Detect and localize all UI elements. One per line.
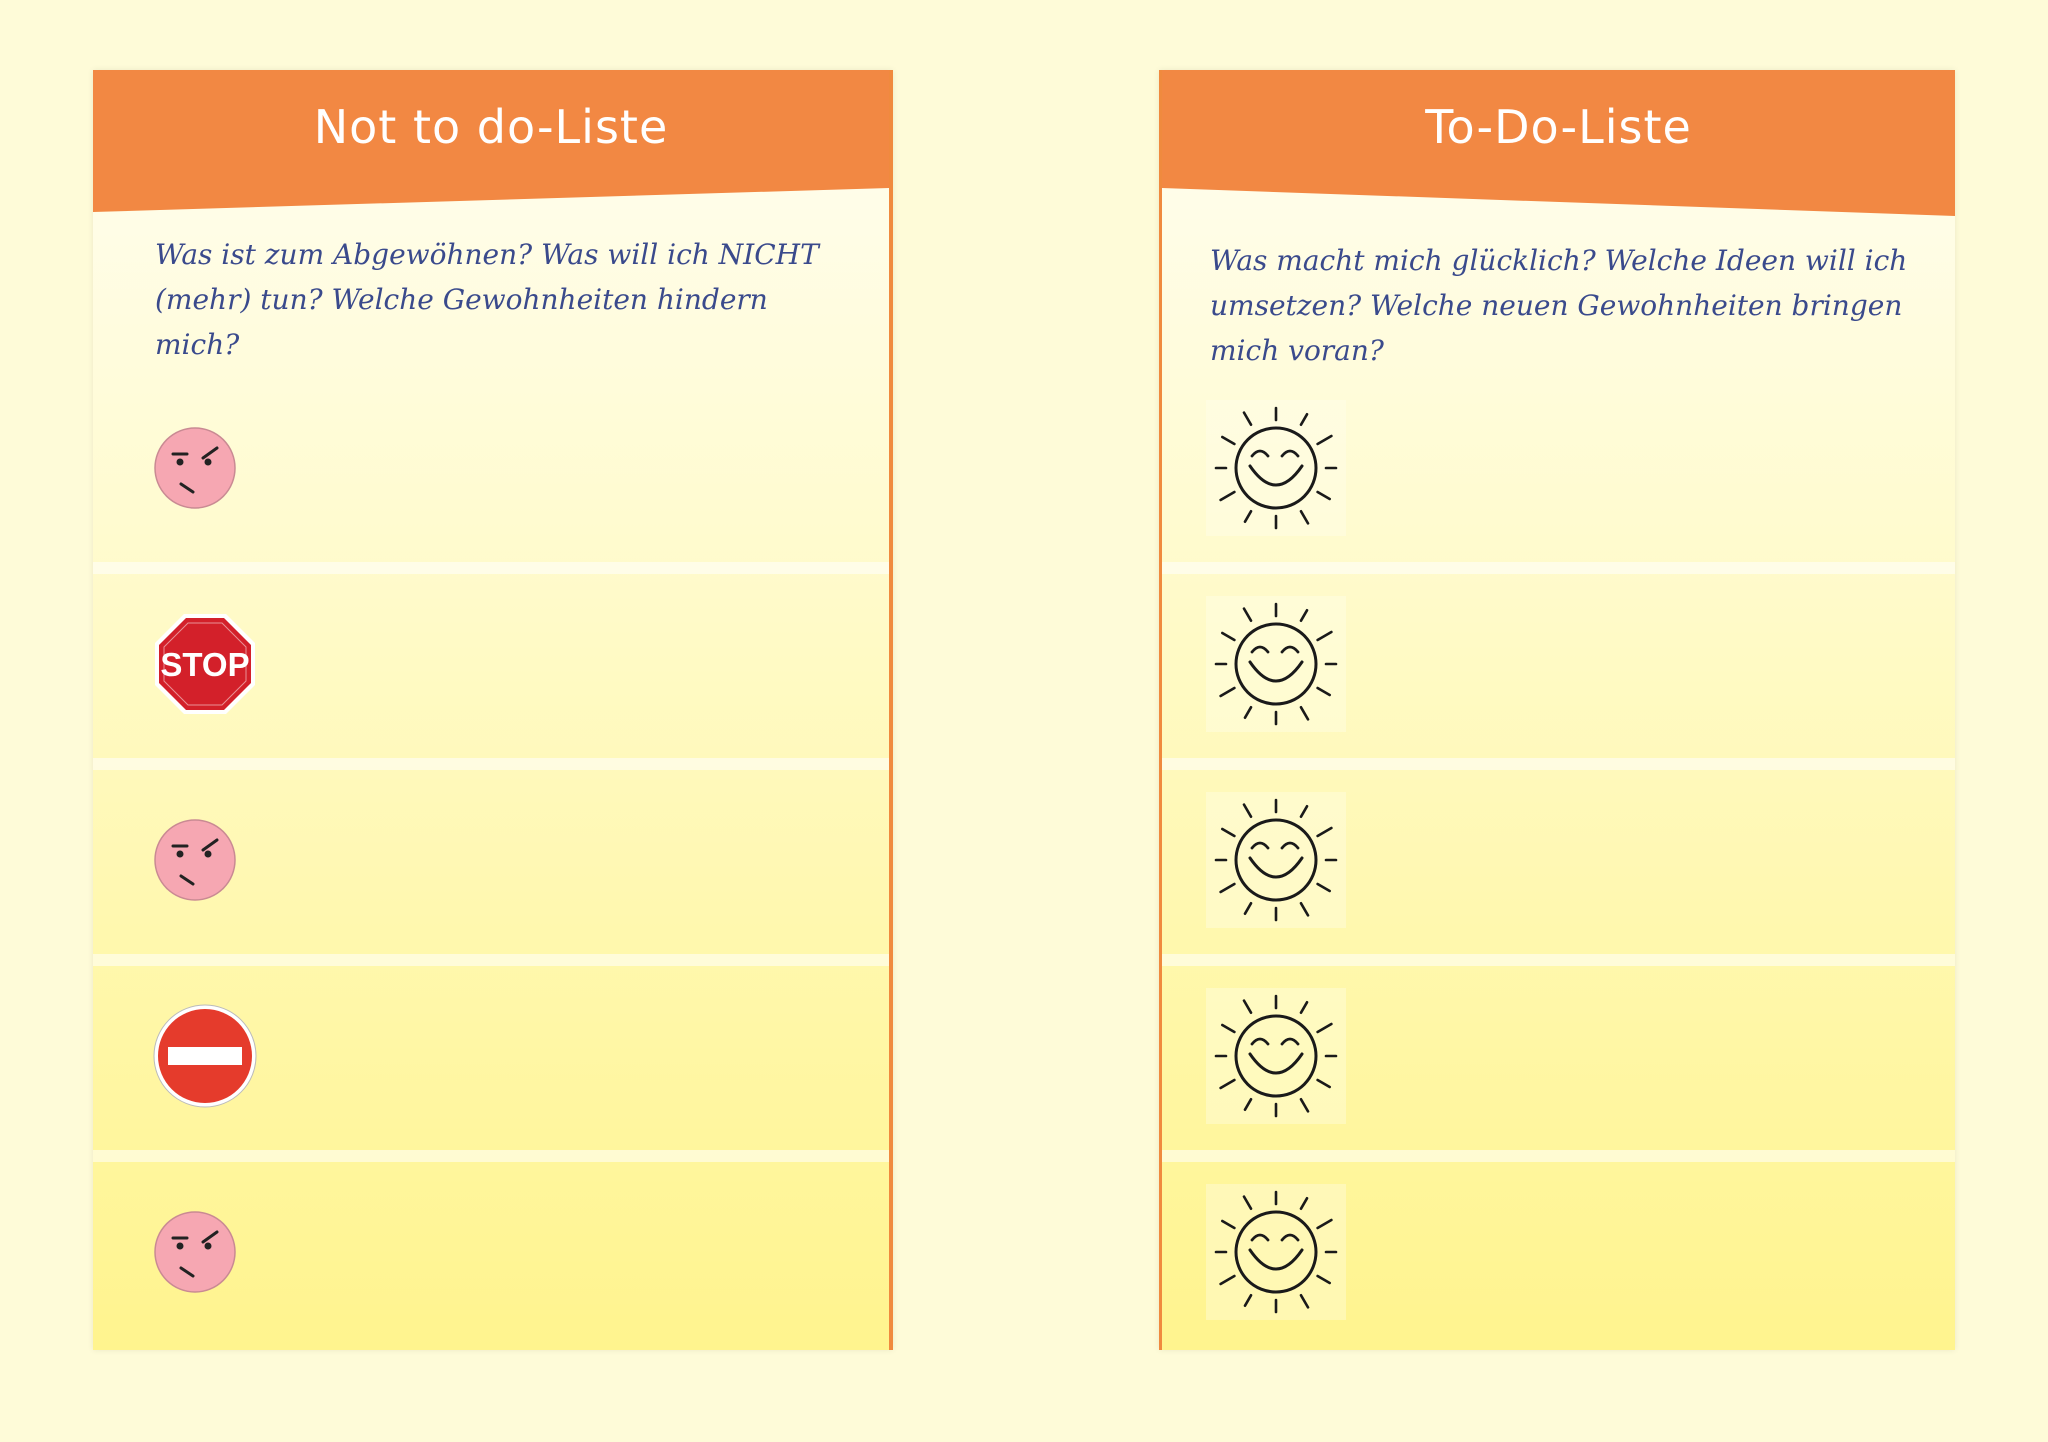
list-item[interactable]	[93, 574, 889, 758]
to-do-list-card	[1159, 70, 1955, 1350]
smiling-sun-icon	[1206, 400, 1346, 540]
not-to-do-list-question: Was ist zum Abgewöhnen? Was will ich NICHT (mehr) tun? Welche Gewohnheiten hindern mich?	[155, 238, 819, 361]
not-to-do-list-card	[93, 70, 893, 1350]
grumpy-face-icon	[153, 1210, 237, 1298]
not-to-do-list-title: Not to do-Liste	[313, 100, 669, 154]
list-item[interactable]	[93, 770, 889, 954]
smiling-sun-icon	[1206, 792, 1346, 932]
to-do-list-title: To-Do-Liste	[1425, 100, 1692, 154]
stop-sign-icon	[153, 612, 257, 720]
list-item[interactable]	[93, 1162, 889, 1346]
not-to-do-list-header	[93, 70, 889, 220]
list-item[interactable]	[1162, 1162, 1955, 1346]
no-entry-sign-icon	[153, 1004, 257, 1112]
list-item[interactable]	[1162, 966, 1955, 1150]
smiling-sun-icon	[1206, 1184, 1346, 1324]
smiling-sun-icon	[1206, 596, 1346, 736]
smiling-sun-icon	[1206, 988, 1346, 1128]
grumpy-face-icon	[153, 426, 237, 514]
to-do-list-header	[1162, 70, 1955, 220]
to-do-list-question: Was macht mich glücklich? Welche Ideen will ich umsetzen? Welche neuen Gewohnheiten bringen mich voran?	[1210, 244, 1908, 367]
list-item[interactable]	[93, 378, 889, 562]
list-item[interactable]	[1162, 574, 1955, 758]
list-item[interactable]	[1162, 770, 1955, 954]
stop-sign-label: STOP	[160, 646, 250, 683]
list-item[interactable]	[93, 966, 889, 1150]
list-item[interactable]	[1162, 378, 1955, 562]
grumpy-face-icon	[153, 818, 237, 906]
